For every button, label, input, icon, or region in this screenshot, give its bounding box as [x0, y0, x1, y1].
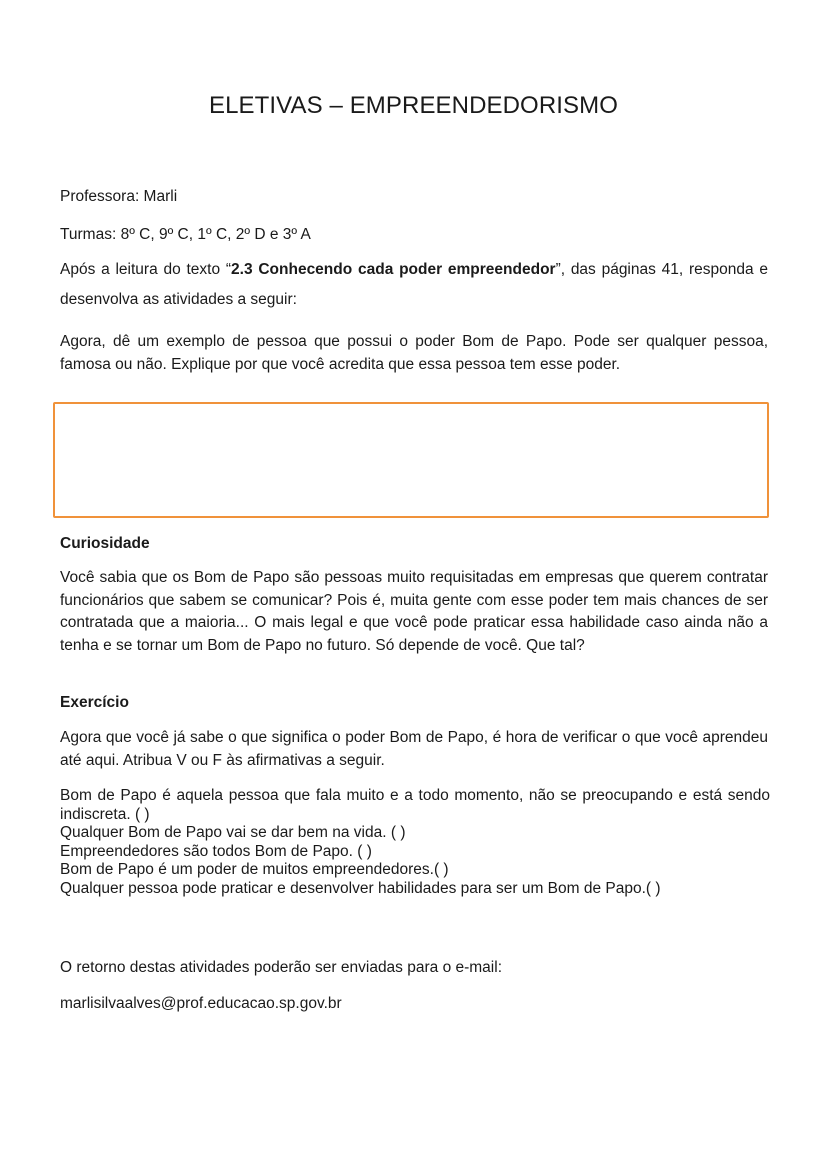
intro-text-bold: 2.3 Conhecendo cada poder empreendedor: [231, 261, 556, 278]
exercise-paragraph: Agora que você já sabe o que significa o poder Bom de Papo, é hora de verificar o que você aprendeu até aqui. Atribua V ou F às afirmativas a seguir.: [60, 729, 768, 769]
teacher-name: Professora: Marli: [60, 188, 178, 205]
intro-text-after: ”, das páginas 41, responda e desenvolva as atividades a seguir:: [60, 261, 768, 308]
list-item: Qualquer pessoa pode praticar e desenvolver habilidades para ser um Bom de Papo.( ): [60, 879, 661, 897]
true-false-list: [60, 787, 770, 899]
list-item: Empreendedores são todos Bom de Papo. ( ): [60, 842, 372, 860]
exercise-heading: Exercício: [60, 694, 129, 711]
activity-prompt: Agora, dê um exemplo de pessoa que possui o poder Bom de Papo. Pode ser qualquer pessoa, famosa ou não. Explique por que você acredita que essa pessoa tem esse poder.: [60, 333, 768, 373]
curiosity-heading: Curiosidade: [60, 535, 150, 552]
curiosity-paragraph: Você sabia que os Bom de Papo são pessoas muito requisitadas em empresas que querem contratar funcionários que sabem se comunicar? Pois é, muita gente com esse poder tem mais chances de ser contratada que a maioria... O mais legal e que você pode praticar essa habilidade caso ainda não a tenha e se tornar um Bom de Papo no futuro. Só depende de você. Que tal?: [60, 569, 768, 654]
page-title: ELETIVAS – EMPREENDEDORISMO: [208, 92, 618, 119]
class-list: Turmas: 8º C, 9º C, 1º C, 2º D e 3º A: [60, 226, 311, 243]
intro-paragraph: [60, 255, 768, 315]
answer-box[interactable]: [53, 402, 769, 518]
intro-text-before: Após a leitura do texto “: [60, 261, 232, 278]
return-note: O retorno destas atividades poderão ser enviadas para o e-mail:: [60, 959, 502, 976]
list-item: Bom de Papo é aquela pessoa que fala muito e a todo momento, não se preocupando e está sendo indiscreta. ( ): [60, 787, 770, 823]
list-item: Qualquer Bom de Papo vai se dar bem na vida. ( ): [60, 824, 406, 842]
list-item: Bom de Papo é um poder de muitos empreendedores.( ): [60, 861, 449, 879]
contact-email[interactable]: marlisilvaalves@prof.educacao.sp.gov.br: [60, 995, 342, 1012]
